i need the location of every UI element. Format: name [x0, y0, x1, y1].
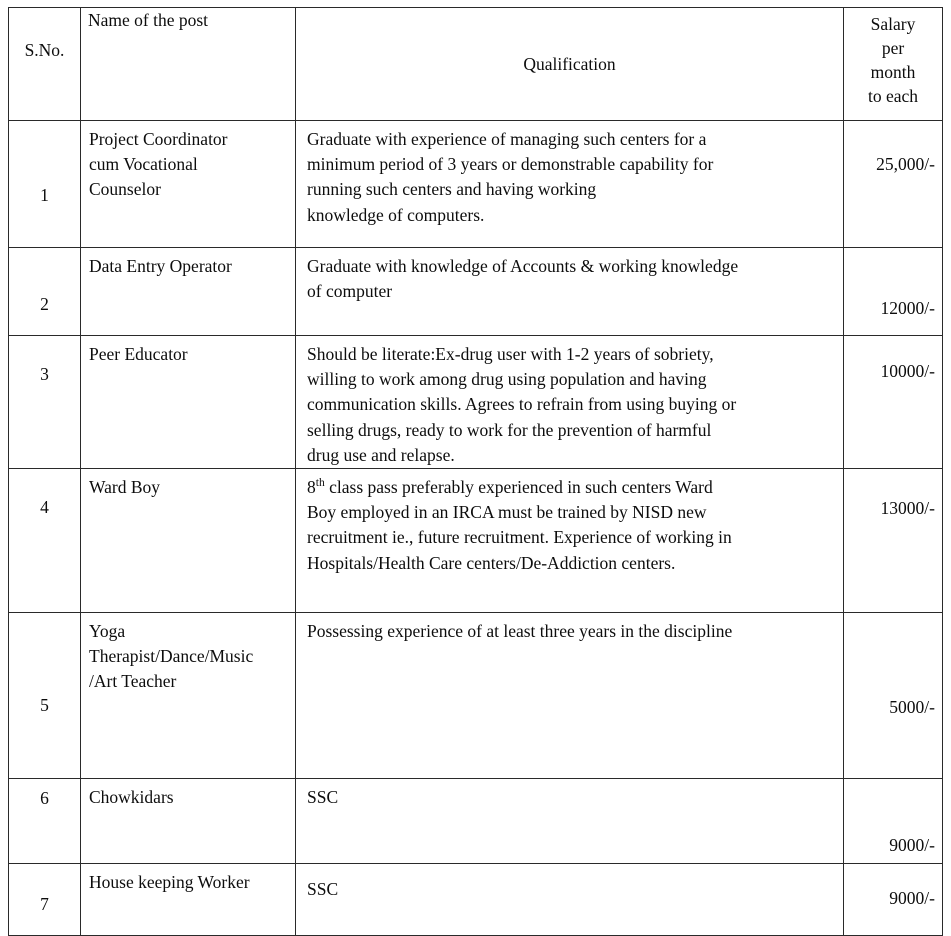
cell-salary: [844, 863, 943, 935]
post-name-line: Yoga: [89, 620, 126, 641]
cell-sno: [9, 612, 81, 778]
cell-post-name: [81, 468, 296, 612]
post-name-line: Counselor: [89, 179, 161, 200]
table-body: [9, 121, 943, 936]
salary-amount: 5000/-: [889, 696, 935, 717]
row-number: 5: [40, 694, 49, 715]
row-number: 1: [40, 185, 49, 205]
column-header-salary-line-1: Salary: [870, 14, 916, 34]
qualification-line: Possessing experience of at least three years in the discipline: [307, 620, 733, 641]
qualification-line: Should be literate:Ex-drug user with 1-2 years of sobriety,: [307, 344, 714, 364]
column-header-salary-line-3: month: [870, 62, 916, 83]
cell-post-name: [81, 778, 296, 863]
qualification-grade-number: 8: [307, 476, 316, 497]
qualification-line: SSC: [307, 878, 339, 899]
qualification-line: Graduate with knowledge of Accounts & working knowledge: [307, 256, 739, 276]
qualification-ordinal-suffix: th: [315, 477, 325, 490]
table-header-row: [9, 8, 943, 121]
cell-post-name: [81, 336, 296, 469]
column-header-salary-line-2: per: [881, 38, 905, 59]
cell-sno: [9, 248, 81, 336]
post-name-line: /Art Teacher: [89, 671, 177, 692]
cell-salary: [844, 336, 943, 469]
cell-post-name: [81, 612, 296, 778]
post-name-line: Ward Boy: [89, 476, 161, 497]
cell-sno: [9, 468, 81, 612]
column-header-sno: [9, 8, 81, 121]
row-number: 4: [40, 496, 49, 517]
post-name-text: [81, 864, 295, 895]
cell-qualification: [296, 778, 844, 863]
row-number: 2: [40, 294, 49, 314]
qualification-line: Graduate with experience of managing such centers for a: [307, 129, 707, 149]
qualification-text: [296, 248, 843, 304]
qualification-line: minimum period of 3 years or demonstrable capability for: [307, 154, 714, 175]
column-header-qualification: [296, 8, 844, 121]
table-row: [9, 778, 943, 863]
qualification-line: communication skills. Agrees to refrain from using buying or: [307, 394, 737, 415]
cell-sno: [9, 336, 81, 469]
post-name-text: [81, 336, 295, 367]
qualification-line: Boy employed in an IRCA must be trained by NISD new: [307, 502, 707, 523]
column-header-salary-line-4: to each: [867, 86, 919, 107]
qualification-text: [296, 864, 843, 902]
qualification-line: class pass preferably experienced in such centers Ward: [324, 476, 713, 497]
row-number: 7: [40, 893, 49, 914]
column-header-salary: [844, 8, 943, 121]
table-row: [9, 863, 943, 935]
cell-salary: [844, 468, 943, 612]
qualification-text: [296, 121, 843, 228]
salary-amount: 9000/-: [889, 887, 935, 908]
table-row: [9, 468, 943, 612]
cell-qualification: [296, 612, 844, 778]
qualification-line: willing to work among drug using population and having: [307, 369, 707, 390]
cell-qualification: [296, 336, 844, 469]
cell-qualification: [296, 248, 844, 336]
table-row: [9, 612, 943, 778]
cell-post-name: [81, 121, 296, 248]
cell-qualification: [296, 468, 844, 612]
post-name-line: Peer Educator: [89, 344, 188, 364]
cell-sno: [9, 121, 81, 248]
cell-post-name: [81, 248, 296, 336]
salary-amount: 25,000/-: [876, 154, 935, 174]
post-name-line: Therapist/Dance/Music: [89, 646, 254, 667]
cell-sno: [9, 778, 81, 863]
column-header-post: [81, 8, 296, 121]
qualification-line: drug use and relapse.: [307, 444, 455, 465]
qualification-line: selling drugs, ready to work for the prevention of harmful: [307, 419, 712, 440]
qualification-line: Hospitals/Health Care centers/De-Addiction centers.: [307, 552, 676, 573]
qualification-line: SSC: [307, 786, 339, 807]
recruitment-posts-table: [8, 7, 943, 936]
cell-salary: [844, 121, 943, 248]
table-row: [9, 336, 943, 469]
salary-amount: 9000/-: [889, 834, 935, 855]
post-name-text: [81, 469, 295, 500]
qualification-line-with-superscript: [307, 475, 837, 500]
table-row: [9, 121, 943, 248]
column-header-qualification-label: Qualification: [523, 54, 616, 74]
column-header-post-label: Name of the post: [88, 10, 209, 30]
qualification-text: [296, 779, 843, 810]
post-name-text: [81, 121, 295, 203]
qualification-text: [296, 336, 843, 468]
qualification-text: [296, 613, 843, 644]
qualification-line: of computer: [307, 281, 393, 302]
cell-salary: [844, 612, 943, 778]
salary-amount: 12000/-: [880, 298, 935, 318]
row-number: 6: [40, 787, 49, 808]
cell-salary: [844, 248, 943, 336]
qualification-line: recruitment ie., future recruitment. Experience of working in: [307, 527, 732, 548]
cell-salary: [844, 778, 943, 863]
post-name-text: [81, 779, 295, 810]
post-name-line: Data Entry Operator: [89, 256, 232, 276]
row-number: 3: [40, 364, 49, 384]
qualification-line: knowledge of computers.: [307, 204, 485, 225]
qualification-line: running such centers and having working: [307, 179, 597, 200]
table-row: [9, 248, 943, 336]
cell-qualification: [296, 121, 844, 248]
column-header-sno-label: S.No.: [24, 40, 65, 60]
cell-post-name: [81, 863, 296, 935]
cell-qualification: [296, 863, 844, 935]
post-name-line: Chowkidars: [89, 786, 174, 807]
salary-amount: 10000/-: [880, 361, 935, 381]
qualification-text: [296, 469, 843, 576]
salary-amount: 13000/-: [880, 497, 935, 518]
post-name-line: House keeping Worker: [89, 871, 250, 892]
post-name-line: cum Vocational: [89, 154, 198, 175]
post-name-line: Project Coordinator: [89, 129, 228, 149]
post-name-text: [81, 248, 295, 279]
post-name-text: [81, 613, 295, 695]
cell-sno: [9, 863, 81, 935]
